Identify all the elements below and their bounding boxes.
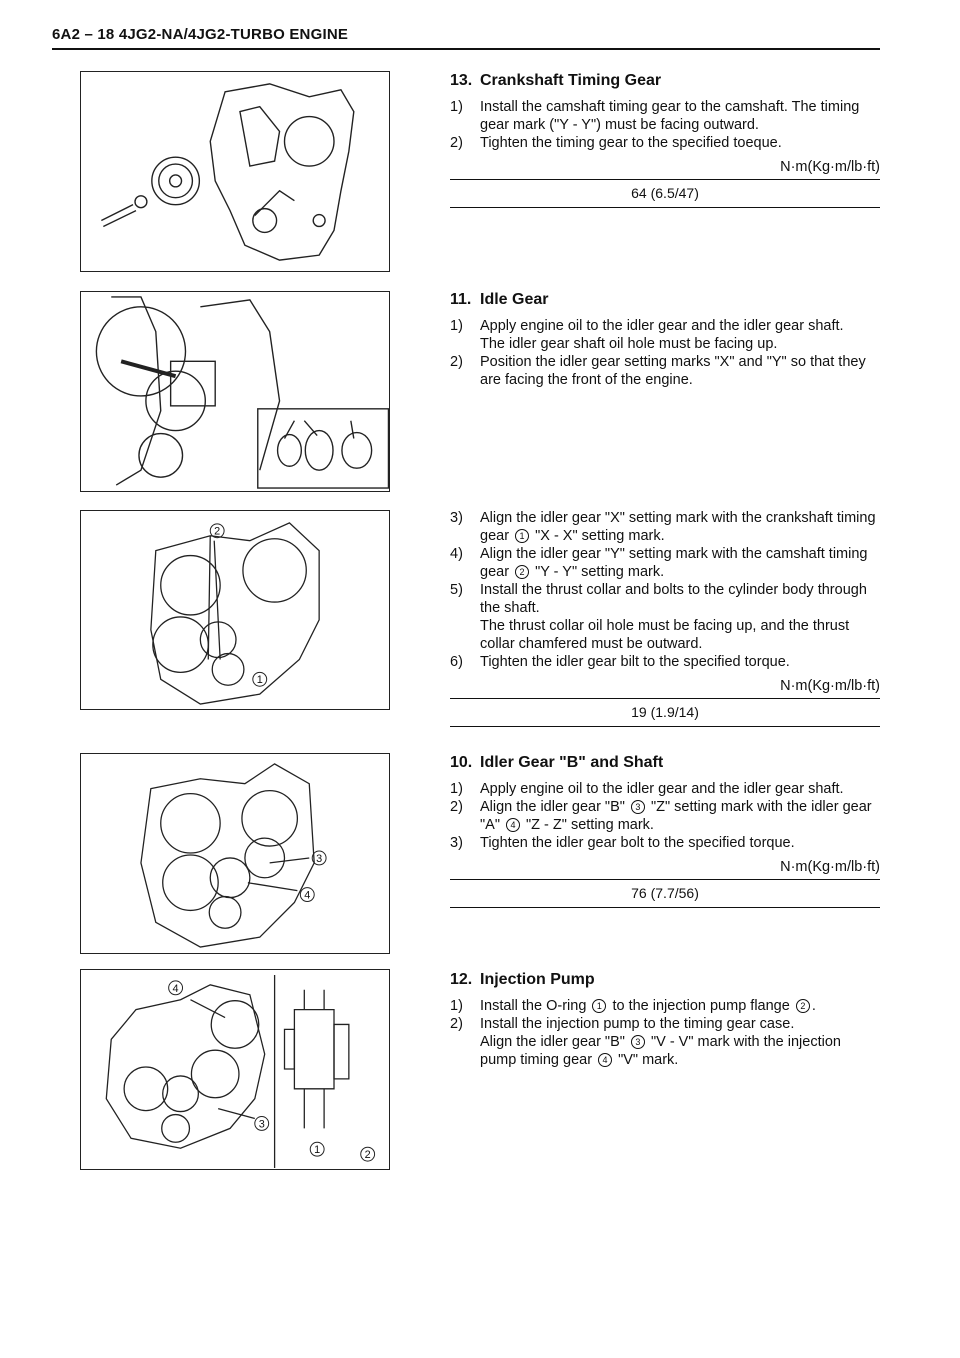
figure-injection-pump [80,969,390,1170]
step-number [450,335,480,353]
figure-gear-train-xy [80,510,390,710]
idler-gear-b-illustration [81,754,389,953]
callout-reference: 4 [506,818,520,832]
torque-value: 19 (1.9/14) [631,704,699,720]
step-text-part: "Y - Y" setting mark. [531,564,665,580]
torque-rule-bottom [450,907,880,908]
callout-1: 1 [256,674,263,687]
camshaft-gear-illustration [81,72,389,271]
step-text-part: "Z" setting mark with the idler gear "A" [480,799,872,833]
step-row [450,581,880,617]
callout-reference: 3 [631,800,645,814]
callout-reference: 2 [515,565,529,579]
torque-value: 64 (6.5/47) [631,185,699,201]
step-number [450,617,480,653]
step-text-part: "X - X" setting mark. [531,528,665,544]
section-number: 10. [450,754,473,771]
page-header: 6A2 – 18 4JG2-NA/4JG2-TURBO ENGINE [52,26,349,43]
callout-labels [210,524,266,686]
step-number: 1) [450,998,463,1014]
step-row [450,617,880,653]
step-text-part: "Z - Z" setting mark. [522,817,654,833]
step-text [480,134,880,152]
figure-idle-gear [80,291,390,492]
step-text-part: to the injection pump flange [608,998,794,1014]
step-text [480,798,880,834]
step-text-part: Apply engine oil to the idler gear and the idler gear shaft. [480,781,844,797]
header-rule [52,48,880,50]
step-number: 1) [450,99,463,115]
step-text [480,509,880,545]
section-title: Injection Pump [480,971,595,988]
step-text [480,1015,880,1033]
step-text-part: The idler gear shaft oil hole must be facing up. [480,336,778,352]
gear-train-xy-illustration [81,511,389,709]
callout-3: 3 [316,852,323,865]
torque-rule-bottom [450,726,880,727]
section-title: Crankshaft Timing Gear [480,72,662,89]
step-text [480,780,880,798]
section-idle-gear-continued [450,509,880,727]
step-text-part: "V" mark. [614,1052,679,1068]
step-text-part: Tighten the timing gear to the specified toeque. [480,135,782,151]
step-row [450,653,880,671]
callout-reference: 1 [515,529,529,543]
section-title: Idler Gear "B" and Shaft [480,754,664,771]
step-row [450,134,880,152]
section-heading [450,72,880,90]
section-number: 11. [450,291,472,308]
step-text [480,834,880,852]
step-text-part: Align the idler gear "B" [480,1034,629,1050]
step-text-part: Install the thrust collar and bolts to the cylinder body through the shaft. [480,582,867,616]
step-text-part: Align the idler gear "B" [480,799,629,815]
step-text-part: Align the idler gear "Y" setting mark with the camshaft timing gear [480,546,868,580]
step-number: 5) [450,582,463,598]
step-row [450,1033,880,1069]
step-text-part: "V - V" mark with the injection pump timing gear [480,1034,841,1068]
step-text [480,997,880,1015]
callout-reference: 2 [796,999,810,1013]
step-row [450,780,880,798]
step-number: 4) [450,546,463,562]
section-title: Idle Gear [480,291,549,308]
step-row [450,353,880,389]
injection-pump-illustration [81,970,389,1169]
torque-unit: N·m(Kg·m/lb·ft) [780,678,880,694]
section-idle-gear [450,291,880,389]
step-row [450,98,880,134]
torque-spec [450,677,880,727]
step-number: 1) [450,318,463,334]
step-text [480,1033,880,1069]
step-number: 3) [450,835,463,851]
step-text [480,98,880,134]
callout-reference: 1 [592,999,606,1013]
torque-unit: N·m(Kg·m/lb·ft) [780,159,880,175]
torque-rule-bottom [450,207,880,208]
step-number: 2) [450,135,463,151]
step-number [450,1033,480,1069]
step-text-part: Align the idler gear "X" setting mark with the crankshaft timing gear [480,510,876,544]
step-row [450,997,880,1015]
callout-4: 4 [304,889,311,902]
step-text-part: Tighten the idler gear bolt to the specified torque. [480,835,795,851]
step-row [450,1015,880,1033]
step-text-part: Install the camshaft timing gear to the camshaft. The timing gear mark ("Y - Y") must be facing outward. [480,99,860,133]
step-text [480,335,880,353]
callout-2: 2 [214,525,221,538]
step-text-part: Install the injection pump to the timing gear case. [480,1016,795,1032]
step-text [480,353,880,389]
step-text-part: Apply engine oil to the idler gear and the idler gear shaft. [480,318,844,334]
callout-reference: 4 [598,1053,612,1067]
section-idler-gear-b [450,754,880,908]
step-text-part: . [811,998,816,1014]
figure-camshaft-timing-gear [80,71,390,272]
torque-value: 76 (7.7/56) [631,885,699,901]
step-row [450,335,880,353]
step-row [450,834,880,852]
step-number: 2) [450,1016,463,1032]
step-number: 6) [450,654,463,670]
step-text-part: The thrust collar oil hole must be facing up, and the thrust collar chamfered must be outward. [480,618,850,652]
step-row [450,509,880,545]
section-injection-pump [450,971,880,1069]
step-text [480,653,880,671]
section-heading [450,291,880,309]
callout-reference: 3 [631,1035,645,1049]
step-number: 2) [450,799,463,815]
idle-gear-illustration [81,292,389,491]
step-text [480,617,880,653]
torque-spec [450,158,880,208]
callout-3: 3 [258,1118,265,1131]
section-crankshaft-timing-gear [450,72,880,208]
step-number: 1) [450,781,463,797]
callout-4: 4 [172,982,179,995]
callout-2: 2 [364,1149,371,1162]
step-text [480,581,880,617]
torque-spec [450,858,880,908]
callout-labels [169,981,375,1161]
section-number: 12. [450,971,473,988]
section-heading [450,971,880,989]
step-text [480,317,880,335]
step-row [450,317,880,335]
figure-idler-gear-b [80,753,390,954]
step-text-part: Install the O-ring [480,998,591,1014]
torque-unit: N·m(Kg·m/lb·ft) [780,859,880,875]
step-row [450,798,880,834]
section-number: 13. [450,72,473,89]
section-heading [450,754,880,772]
step-number: 3) [450,510,463,526]
step-text-part: Tighten the idler gear bilt to the specified torque. [480,654,790,670]
step-number: 2) [450,354,463,370]
callout-1: 1 [314,1144,321,1157]
step-row [450,545,880,581]
step-text [480,545,880,581]
step-text-part: Position the idler gear setting marks "X" and "Y" so that they are facing the front of the engine. [480,354,866,388]
